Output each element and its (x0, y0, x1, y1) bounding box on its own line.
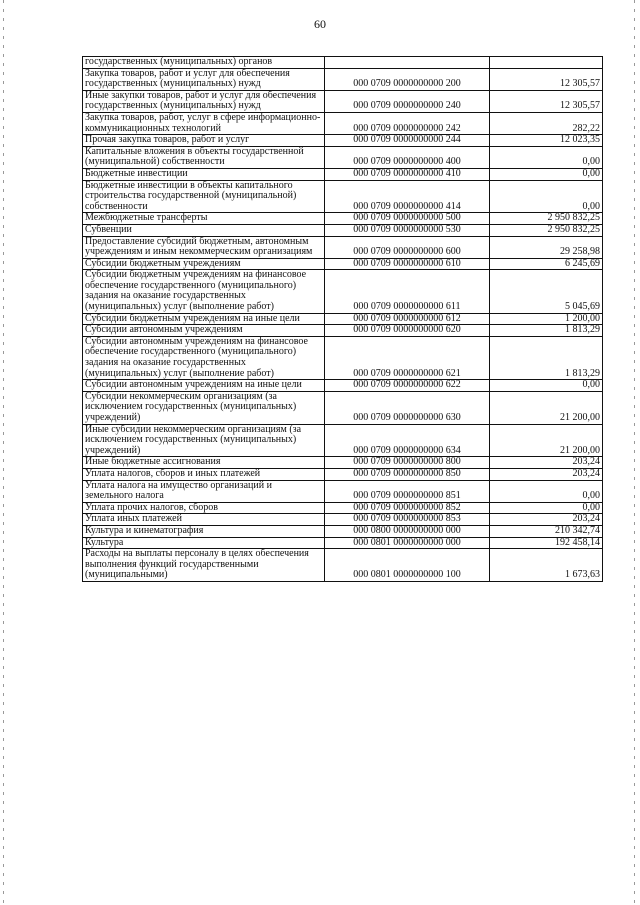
row-amount-cell: 21 200,00 (490, 391, 603, 424)
row-name-cell: Субсидии автономным учреждениям (83, 325, 325, 337)
row-code-cell: 000 0709 0000000000 634 (325, 424, 490, 457)
row-code-cell: 000 0709 0000000000 244 (325, 135, 490, 147)
table-row (83, 537, 603, 549)
table-row (83, 514, 603, 526)
row-amount-cell: 2 950 832,25 (490, 213, 603, 225)
table-row (83, 57, 603, 69)
table-body (83, 57, 603, 582)
row-code-cell: 000 0709 0000000000 852 (325, 502, 490, 514)
row-amount-cell: 1 813,29 (490, 325, 603, 337)
table-row (83, 380, 603, 392)
row-amount-cell (490, 57, 603, 69)
row-name-cell: Субсидии бюджетным учреждениям на иные цели (83, 313, 325, 325)
row-amount-cell: 0,00 (490, 146, 603, 168)
row-amount-cell: 12 023,35 (490, 135, 603, 147)
table-row (83, 224, 603, 236)
table-row (83, 258, 603, 270)
row-name-cell: государственных (муниципальных) органов (83, 57, 325, 69)
row-name-cell: Субвенции (83, 224, 325, 236)
row-amount-cell: 6 245,69 (490, 258, 603, 270)
row-amount-cell: 5 045,69 (490, 270, 603, 313)
row-amount-cell: 0,00 (490, 480, 603, 502)
row-amount-cell: 1 200,00 (490, 313, 603, 325)
row-code-cell: 000 0709 0000000000 500 (325, 213, 490, 225)
table-row (83, 313, 603, 325)
table-row (83, 480, 603, 502)
row-code-cell: 000 0709 0000000000 800 (325, 457, 490, 469)
row-code-cell: 000 0709 0000000000 400 (325, 146, 490, 168)
row-name-cell: Субсидии бюджетным учреждениям (83, 258, 325, 270)
table-row (83, 391, 603, 424)
row-amount-cell: 203,24 (490, 514, 603, 526)
table-row (83, 468, 603, 480)
row-code-cell: 000 0709 0000000000 414 (325, 180, 490, 213)
row-code-cell: 000 0709 0000000000 530 (325, 224, 490, 236)
row-name-cell: Прочая закупка товаров, работ и услуг (83, 135, 325, 147)
row-name-cell: Уплата иных платежей (83, 514, 325, 526)
row-amount-cell: 0,00 (490, 502, 603, 514)
row-name-cell: Субсидии автономным учреждениям на иные цели (83, 380, 325, 392)
row-amount-cell: 2 950 832,25 (490, 224, 603, 236)
row-amount-cell: 0,00 (490, 168, 603, 180)
row-code-cell: 000 0709 0000000000 240 (325, 90, 490, 112)
row-code-cell: 000 0709 0000000000 610 (325, 258, 490, 270)
row-name-cell: Бюджетные инвестиции в объекты капитального строительства государственной (муниципальной) собственности (83, 180, 325, 213)
row-name-cell: Уплата прочих налогов, сборов (83, 502, 325, 514)
row-amount-cell: 29 258,98 (490, 236, 603, 258)
row-amount-cell: 282,22 (490, 112, 603, 134)
row-name-cell: Межбюджетные трансферты (83, 213, 325, 225)
row-name-cell: Предоставление субсидий бюджетным, автономным учреждениям и иным некоммерческим организациям (83, 236, 325, 258)
row-name-cell: Культура и кинематография (83, 525, 325, 537)
table-row (83, 146, 603, 168)
row-code-cell: 000 0709 0000000000 600 (325, 236, 490, 258)
table-row (83, 90, 603, 112)
table-row (83, 525, 603, 537)
row-code-cell: 000 0709 0000000000 612 (325, 313, 490, 325)
table-row (83, 68, 603, 90)
row-amount-cell: 1 813,29 (490, 336, 603, 379)
row-code-cell: 000 0800 0000000000 000 (325, 525, 490, 537)
row-amount-cell: 192 458,14 (490, 537, 603, 549)
table-row (83, 213, 603, 225)
row-amount-cell: 12 305,57 (490, 68, 603, 90)
row-code-cell: 000 0709 0000000000 850 (325, 468, 490, 480)
page-number: 60 (314, 17, 326, 31)
row-name-cell: Иные субсидии некоммерческим организациям (за исключением государственных (муниципальных) учреждений) (83, 424, 325, 457)
row-code-cell: 000 0709 0000000000 620 (325, 325, 490, 337)
row-name-cell: Иные бюджетные ассигнования (83, 457, 325, 469)
table-row (83, 549, 603, 582)
table-row (83, 325, 603, 337)
right-edge-scan-bleed (634, 0, 635, 905)
table-row (83, 168, 603, 180)
row-name-cell: Культура (83, 537, 325, 549)
table-row (83, 424, 603, 457)
budget-expenditure-table (82, 56, 603, 582)
row-amount-cell: 203,24 (490, 457, 603, 469)
row-name-cell: Субсидии некоммерческим организациям (за исключением государственных (муниципальных) учреждений) (83, 391, 325, 424)
row-code-cell: 000 0709 0000000000 410 (325, 168, 490, 180)
table-row (83, 112, 603, 134)
row-name-cell: Уплата налога на имущество организаций и земельного налога (83, 480, 325, 502)
row-code-cell: 000 0801 0000000000 100 (325, 549, 490, 582)
row-code-cell: 000 0709 0000000000 242 (325, 112, 490, 134)
table-row (83, 336, 603, 379)
row-name-cell: Иные закупки товаров, работ и услуг для обеспечения государственных (муниципальных) нужд (83, 90, 325, 112)
row-name-cell: Бюджетные инвестиции (83, 168, 325, 180)
row-amount-cell: 0,00 (490, 180, 603, 213)
row-code-cell: 000 0709 0000000000 630 (325, 391, 490, 424)
table-row (83, 502, 603, 514)
table-row (83, 180, 603, 213)
row-code-cell: 000 0709 0000000000 851 (325, 480, 490, 502)
table-row (83, 236, 603, 258)
row-name-cell: Расходы на выплаты персоналу в целях обеспечения выполнения функций государственными (муниципальными) (83, 549, 325, 582)
row-name-cell: Капитальные вложения в объекты государственной (муниципальной) собственности (83, 146, 325, 168)
table-row (83, 135, 603, 147)
left-edge-scan-bleed (3, 0, 4, 905)
row-amount-cell: 12 305,57 (490, 90, 603, 112)
table-row (83, 270, 603, 313)
row-name-cell: Уплата налогов, сборов и иных платежей (83, 468, 325, 480)
row-name-cell: Субсидии автономным учреждениям на финансовое обеспечение государственного (муниципального) задания на оказание государственных (муниципальных) услуг (выполнение работ) (83, 336, 325, 379)
row-code-cell: 000 0709 0000000000 622 (325, 380, 490, 392)
row-name-cell: Закупка товаров, работ и услуг для обеспечения государственных (муниципальных) нужд (83, 68, 325, 90)
row-code-cell: 000 0709 0000000000 611 (325, 270, 490, 313)
table-row (83, 457, 603, 469)
row-name-cell: Субсидии бюджетным учреждениям на финансовое обеспечение государственного (муниципального) задания на оказание государственных (муниципальных) услуг (выполнение работ) (83, 270, 325, 313)
row-name-cell: Закупка товаров, работ, услуг в сфере информационно-коммуникационных технологий (83, 112, 325, 134)
row-code-cell (325, 57, 490, 69)
row-code-cell: 000 0709 0000000000 200 (325, 68, 490, 90)
row-amount-cell: 1 673,63 (490, 549, 603, 582)
row-amount-cell: 21 200,00 (490, 424, 603, 457)
row-amount-cell: 0,00 (490, 380, 603, 392)
row-amount-cell: 203,24 (490, 468, 603, 480)
row-code-cell: 000 0801 0000000000 000 (325, 537, 490, 549)
row-amount-cell: 210 342,74 (490, 525, 603, 537)
row-code-cell: 000 0709 0000000000 621 (325, 336, 490, 379)
row-code-cell: 000 0709 0000000000 853 (325, 514, 490, 526)
